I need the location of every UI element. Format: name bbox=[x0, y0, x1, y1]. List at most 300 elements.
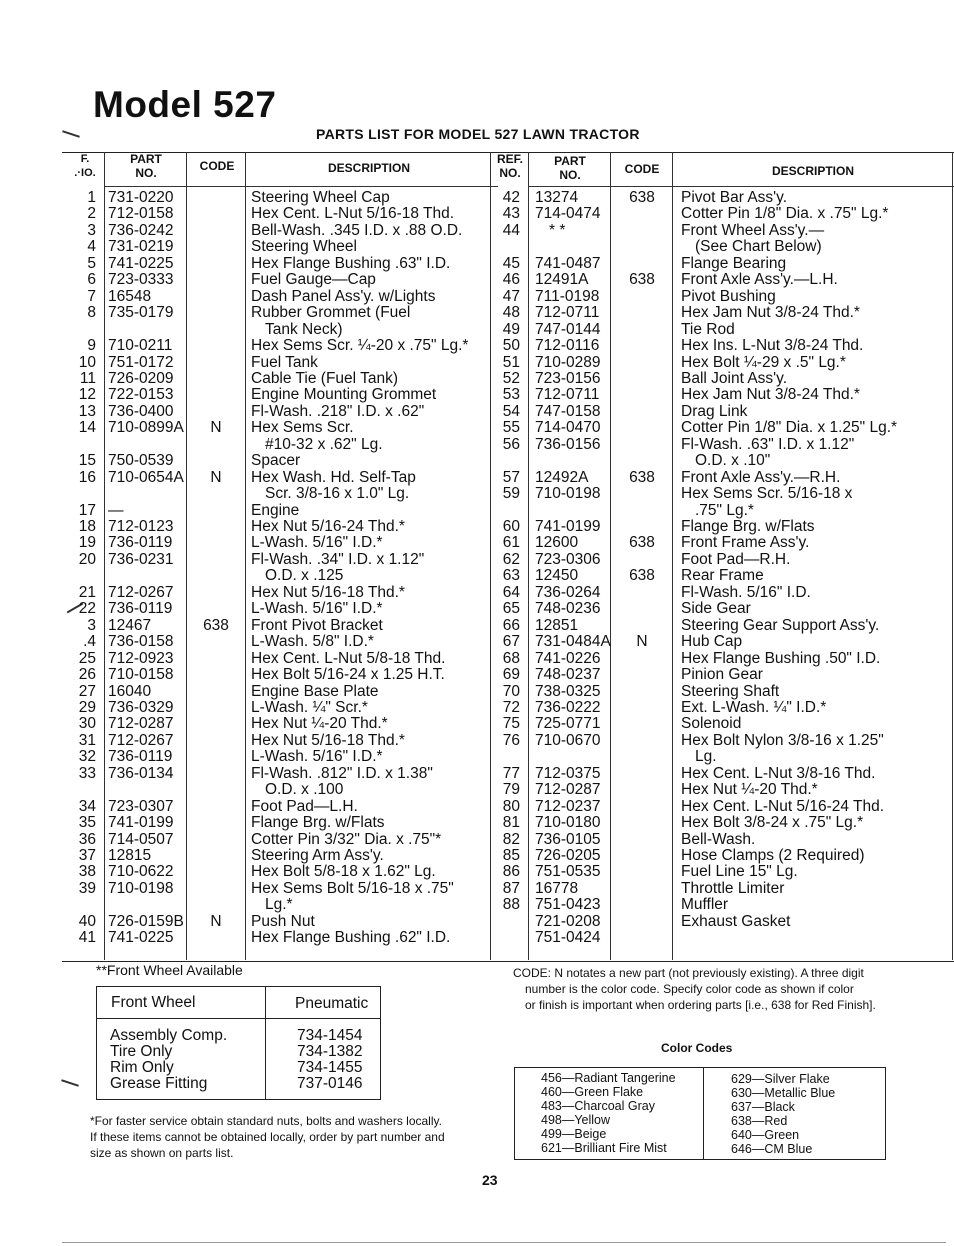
row-description: Hex Cent. L-Nut 5/16-24 Thd. bbox=[681, 797, 885, 815]
header-divider bbox=[104, 186, 248, 187]
header-description: DESCRIPTION bbox=[327, 161, 410, 175]
row-part-no: 735-0179 bbox=[108, 304, 174, 322]
row-description: L-Wash. 5/16" I.D.* bbox=[251, 600, 383, 618]
row-description: Side Gear bbox=[681, 600, 751, 618]
row-ref-no: 88 bbox=[502, 896, 520, 914]
column-divider bbox=[610, 152, 611, 960]
row-ref-no: 39 bbox=[78, 879, 96, 897]
row-part-no: 710-0180 bbox=[535, 814, 601, 832]
row-ref-no: 5 bbox=[87, 254, 96, 272]
row-description: Engine bbox=[251, 501, 300, 519]
row-ref-no: 32 bbox=[78, 748, 96, 766]
row-part-no: 714-0474 bbox=[535, 205, 601, 223]
row-part-no: 751-0423 bbox=[535, 896, 601, 914]
row-part-no: 712-0711 bbox=[535, 304, 600, 322]
row-ref-no: 2 bbox=[87, 205, 96, 223]
row-part-no: 721-0208 bbox=[535, 912, 601, 930]
row-ref-no: 72 bbox=[502, 698, 520, 716]
row-description: Hex Wash. Hd. Self-Tap bbox=[251, 468, 416, 486]
row-ref-no: 65 bbox=[502, 600, 520, 618]
front-wheel-col2-header: Pneumatic bbox=[295, 995, 369, 1012]
row-description: Hex Flange Bushing .50" I.D. bbox=[681, 649, 881, 667]
header-code: CODE bbox=[199, 159, 235, 173]
front-wheel-divider bbox=[96, 1018, 381, 1019]
row-description: Front Axle Ass'y.—R.H. bbox=[681, 468, 841, 486]
row-ref-no: 36 bbox=[78, 830, 96, 848]
row-part-no: 723-0306 bbox=[535, 550, 601, 568]
front-wheel-part: 737-0146 bbox=[297, 1075, 363, 1092]
row-description: Hex Nut 5/16-18 Thd.* bbox=[251, 731, 405, 749]
row-ref-no: 50 bbox=[502, 337, 520, 355]
row-part-no: 738-0325 bbox=[535, 682, 601, 700]
row-part-no: 736-0158 bbox=[108, 633, 174, 651]
row-ref-no: 29 bbox=[78, 698, 96, 716]
column-divider bbox=[672, 152, 673, 960]
row-description: Scr. 3/8-16 x 1.0" Lg. bbox=[265, 485, 410, 503]
header-ref-no: F. .·IO. bbox=[74, 153, 96, 179]
row-part-no: 710-0158 bbox=[108, 666, 174, 684]
row-part-no: 710-0289 bbox=[535, 353, 601, 371]
row-description: Hex Sems Scr. 5/16-18 x bbox=[681, 485, 853, 503]
row-part-no: 712-0287 bbox=[108, 715, 174, 733]
row-description: Lg.* bbox=[265, 896, 293, 914]
service-note-line: *For faster service obtain standard nuts, bolts and washers locally. bbox=[90, 1114, 442, 1128]
header-divider bbox=[248, 186, 498, 187]
row-ref-no: 77 bbox=[502, 764, 520, 782]
row-description: Pinion Gear bbox=[681, 666, 763, 684]
row-description: Push Nut bbox=[251, 912, 315, 930]
row-ref-no: 61 bbox=[502, 534, 520, 552]
row-description: Hex Flange Bushing .62" I.D. bbox=[251, 929, 451, 947]
row-part-no: 723-0307 bbox=[108, 797, 174, 815]
row-description: Foot Pad—L.H. bbox=[251, 797, 358, 815]
front-wheel-col1-header: Front Wheel bbox=[111, 994, 196, 1011]
row-part-no: 736-0134 bbox=[108, 764, 174, 782]
row-part-no: 12467 bbox=[108, 616, 152, 634]
row-part-no: 747-0158 bbox=[535, 402, 601, 420]
row-description: Steering Wheel bbox=[251, 238, 357, 256]
row-description: Hex Bolt ¼-29 x .5" Lg.* bbox=[681, 353, 846, 371]
code-note-line: or finish is important when ordering parts [i.e., 638 for Red Finish]. bbox=[525, 998, 876, 1012]
row-description: Engine Base Plate bbox=[251, 682, 379, 700]
row-description: Hex Bolt 5/8-18 x 1.62" Lg. bbox=[251, 863, 436, 881]
row-part-no: 722-0153 bbox=[108, 386, 174, 404]
row-part-no: 711-0198 bbox=[535, 287, 600, 305]
column-divider bbox=[186, 152, 187, 960]
row-ref-no: 38 bbox=[78, 863, 96, 881]
row-part-no: 726-0159B bbox=[108, 912, 184, 930]
row-description: Fl-Wash. 5/16" I.D. bbox=[681, 583, 811, 601]
row-part-no: 726-0205 bbox=[535, 847, 601, 864]
front-wheel-part: 734-1382 bbox=[297, 1043, 363, 1060]
row-part-no: 736-0119 bbox=[108, 534, 173, 552]
column-divider bbox=[245, 152, 246, 960]
row-ref-no: 22 bbox=[78, 600, 96, 618]
color-code-item: 498—Yellow bbox=[541, 1113, 611, 1127]
row-part-no: 710-0198 bbox=[535, 485, 601, 503]
row-part-no: 748-0236 bbox=[535, 600, 601, 618]
row-ref-no: 52 bbox=[502, 369, 520, 387]
row-part-no: 710-0622 bbox=[108, 863, 174, 881]
front-wheel-item: Rim Only bbox=[110, 1059, 174, 1076]
row-description: Pivot Bar Ass'y. bbox=[681, 189, 788, 206]
row-description: Cotter Pin 1/8" Dia. x .75" Lg.* bbox=[681, 205, 889, 223]
row-description: Muffler bbox=[681, 896, 729, 914]
row-part-no: 12600 bbox=[535, 534, 579, 552]
row-ref-no: 12 bbox=[78, 386, 96, 404]
row-description: .75" Lg.* bbox=[695, 501, 754, 519]
row-ref-no: 4 bbox=[87, 238, 96, 256]
row-part-no: 736-0400 bbox=[108, 402, 174, 420]
row-ref-no: 3 bbox=[87, 221, 96, 239]
row-description: Hex Bolt 3/8-24 x .75" Lg.* bbox=[681, 814, 864, 832]
row-part-no: 731-0484A bbox=[535, 633, 611, 651]
row-ref-no: 25 bbox=[78, 649, 96, 667]
parts-list-subtitle: PARTS LIST FOR MODEL 527 LAWN TRACTOR bbox=[316, 126, 640, 142]
row-part-no: 736-0264 bbox=[535, 583, 601, 601]
row-description: Spacer bbox=[251, 452, 301, 470]
row-ref-no: 69 bbox=[502, 666, 520, 684]
row-description: (See Chart Below) bbox=[695, 238, 822, 256]
front-wheel-item: Grease Fitting bbox=[110, 1075, 208, 1092]
row-description: Hex Jam Nut 3/8-24 Thd.* bbox=[681, 304, 860, 322]
row-ref-no: 40 bbox=[78, 912, 96, 930]
row-description: Cable Tie (Fuel Tank) bbox=[251, 369, 399, 387]
row-code: N bbox=[210, 419, 222, 437]
header-code-right: CODE bbox=[624, 162, 660, 176]
row-description: Fl-Wash. .63" I.D. x 1.12" bbox=[681, 435, 855, 453]
row-description: Rubber Grommet (Fuel bbox=[251, 304, 411, 322]
header-part-no: PART NO. bbox=[130, 152, 162, 180]
row-ref-no: 35 bbox=[78, 814, 96, 832]
row-ref-no: 47 bbox=[502, 287, 520, 305]
row-description: Bell-Wash. bbox=[681, 830, 756, 848]
header-divider bbox=[528, 186, 672, 187]
row-ref-no: 68 bbox=[502, 649, 520, 667]
row-code: 638 bbox=[203, 616, 229, 634]
row-description: Cotter Pin 1/8" Dia. x 1.25" Lg.* bbox=[681, 419, 898, 437]
row-description: Fuel Line 15" Lg. bbox=[681, 863, 798, 881]
row-code: 638 bbox=[629, 567, 655, 585]
color-code-item: 621—Brilliant Fire Mist bbox=[541, 1141, 667, 1155]
row-description: Hex Cent. L-Nut 5/16-18 Thd. bbox=[251, 205, 455, 223]
row-ref-no: 16 bbox=[78, 468, 96, 486]
row-ref-no: 18 bbox=[78, 518, 96, 535]
row-part-no: 736-0156 bbox=[535, 435, 601, 453]
color-code-item: 456—Radiant Tangerine bbox=[541, 1071, 676, 1085]
row-description: Tie Rod bbox=[681, 320, 735, 338]
row-description: Front Frame Ass'y. bbox=[681, 534, 810, 552]
row-ref-no: 21 bbox=[78, 583, 96, 601]
row-part-no: 12450 bbox=[535, 567, 579, 585]
row-ref-no: 82 bbox=[502, 830, 520, 848]
row-part-no: 736-0222 bbox=[535, 698, 601, 716]
row-part-no: 712-0287 bbox=[535, 781, 601, 799]
row-ref-no: 49 bbox=[502, 320, 520, 338]
row-ref-no: 17 bbox=[78, 501, 96, 519]
row-description: O.D. x .125 bbox=[265, 567, 344, 585]
row-description: Ball Joint Ass'y. bbox=[681, 369, 788, 387]
row-ref-no: 27 bbox=[78, 682, 96, 700]
row-part-no: 741-0199 bbox=[108, 814, 174, 832]
row-description: Bell-Wash. .345 I.D. x .88 O.D. bbox=[251, 221, 463, 239]
row-part-no: 736-0105 bbox=[535, 830, 601, 848]
row-description: Hex Flange Bushing .63" I.D. bbox=[251, 254, 451, 272]
row-ref-no: 87 bbox=[502, 879, 520, 897]
row-part-no: 712-0375 bbox=[535, 764, 601, 782]
row-description: O.D. x .100 bbox=[265, 781, 344, 799]
front-wheel-divider bbox=[265, 986, 266, 1100]
row-part-no: 741-0199 bbox=[535, 518, 601, 535]
row-ref-no: 67 bbox=[502, 633, 520, 651]
row-ref-no: 11 bbox=[79, 369, 96, 387]
row-part-no: 750-0539 bbox=[108, 452, 174, 470]
row-description: Drag Link bbox=[681, 402, 748, 420]
row-part-no: * * bbox=[549, 221, 566, 239]
row-part-no: 710-0654A bbox=[108, 468, 184, 486]
row-ref-no: 9 bbox=[87, 337, 96, 355]
row-description: Lg. bbox=[695, 748, 717, 766]
row-ref-no: 31 bbox=[78, 731, 96, 749]
row-ref-no: 14 bbox=[78, 419, 96, 437]
row-ref-no: 44 bbox=[502, 221, 520, 239]
row-ref-no: 37 bbox=[78, 847, 96, 864]
row-description: Foot Pad—R.H. bbox=[681, 550, 791, 568]
row-ref-no: 57 bbox=[502, 468, 520, 486]
color-code-item: 646—CM Blue bbox=[731, 1142, 813, 1156]
column-divider bbox=[952, 152, 953, 960]
row-description: Hex Cent. L-Nut 3/8-16 Thd. bbox=[681, 764, 876, 782]
code-note-line: number is the color code. Specify color code as shown if color bbox=[525, 982, 854, 996]
row-ref-no: 75 bbox=[502, 715, 520, 733]
row-ref-no: 26 bbox=[78, 666, 96, 684]
row-ref-no: 42 bbox=[502, 189, 520, 206]
row-ref-no: 66 bbox=[502, 616, 520, 634]
row-code: N bbox=[636, 633, 648, 651]
row-description: Hex Nut 5/16-24 Thd.* bbox=[251, 518, 405, 535]
row-part-no: 712-0123 bbox=[108, 518, 174, 535]
code-note-line: CODE: N notates a new part (not previously existing). A three digit bbox=[513, 966, 864, 980]
row-ref-no: 46 bbox=[502, 271, 520, 289]
row-description: Hex Sems Bolt 5/16-18 x .75" bbox=[251, 879, 454, 897]
row-description: Dash Panel Ass'y. w/Lights bbox=[251, 287, 436, 305]
row-ref-no: 60 bbox=[502, 518, 520, 535]
service-note-line: If these items cannot be obtained locally, order by part number and bbox=[90, 1130, 445, 1144]
row-part-no: 710-0670 bbox=[535, 731, 601, 749]
row-part-no: 710-0198 bbox=[108, 879, 174, 897]
color-code-item: 640—Green bbox=[731, 1128, 800, 1142]
row-part-no: — bbox=[108, 501, 124, 519]
row-part-no: 741-0225 bbox=[108, 929, 174, 947]
color-code-item: 630—Metallic Blue bbox=[731, 1086, 836, 1100]
row-ref-no: 85 bbox=[502, 847, 520, 864]
row-description: Cotter Pin 3/32" Dia. x .75"* bbox=[251, 830, 442, 848]
front-wheel-part: 734-1454 bbox=[297, 1027, 363, 1044]
row-description: Front Axle Ass'y.—L.H. bbox=[681, 271, 838, 289]
front-wheel-note: **Front Wheel Available bbox=[96, 962, 243, 978]
row-part-no: 751-0535 bbox=[535, 863, 601, 881]
front-wheel-item: Tire Only bbox=[110, 1043, 173, 1060]
row-part-no: 736-0119 bbox=[108, 600, 173, 618]
row-part-no: 16040 bbox=[108, 682, 152, 700]
row-description: Hex Ins. L-Nut 3/8-24 Thd. bbox=[681, 337, 864, 355]
row-ref-no: 43 bbox=[502, 205, 520, 223]
row-ref-no: 70 bbox=[502, 682, 520, 700]
row-description: Fl-Wash. .218" I.D. x .62" bbox=[251, 402, 425, 420]
row-part-no: 741-0487 bbox=[535, 254, 601, 272]
color-code-item: 499—Beige bbox=[541, 1127, 607, 1141]
color-code-item: 460—Green Flake bbox=[541, 1085, 644, 1099]
row-description: Fuel Tank bbox=[251, 353, 318, 371]
row-part-no: 736-0242 bbox=[108, 221, 174, 239]
row-part-no: 12851 bbox=[535, 616, 579, 634]
row-part-no: 714-0470 bbox=[535, 419, 601, 437]
row-ref-no: 1 bbox=[87, 189, 96, 206]
row-description: L-Wash. ¼" Scr.* bbox=[251, 698, 368, 716]
row-part-no: 751-0424 bbox=[535, 929, 601, 947]
row-ref-no: 56 bbox=[502, 435, 520, 453]
color-codes-title: Color Codes bbox=[661, 1041, 733, 1055]
row-part-no: 12492A bbox=[535, 468, 589, 486]
row-part-no: 710-0899A bbox=[108, 419, 184, 437]
row-description: Hub Cap bbox=[681, 633, 743, 651]
row-ref-no: 48 bbox=[502, 304, 520, 322]
row-part-no: 731-0219 bbox=[108, 238, 174, 256]
row-part-no: 751-0172 bbox=[108, 353, 174, 371]
row-description: Ext. L-Wash. ¼" I.D.* bbox=[681, 698, 827, 716]
row-ref-no: 45 bbox=[502, 254, 520, 272]
row-description: Rear Frame bbox=[681, 567, 764, 585]
row-description: Hex Jam Nut 3/8-24 Thd.* bbox=[681, 386, 860, 404]
row-ref-no: 7 bbox=[87, 287, 96, 305]
row-code: 638 bbox=[629, 189, 655, 206]
row-part-no: 712-0923 bbox=[108, 649, 174, 667]
row-description: Hex Nut 5/16-18 Thd.* bbox=[251, 583, 405, 601]
service-note-line: size as shown on parts list. bbox=[90, 1146, 234, 1160]
front-wheel-part: 734-1455 bbox=[297, 1059, 363, 1076]
row-part-no: 712-0237 bbox=[535, 797, 601, 815]
column-divider bbox=[528, 152, 529, 960]
row-part-no: 726-0209 bbox=[108, 369, 174, 387]
row-part-no: 712-0267 bbox=[108, 731, 174, 749]
color-code-item: 483—Charcoal Gray bbox=[541, 1099, 655, 1113]
row-ref-no: 30 bbox=[78, 715, 96, 733]
row-description: Hex Nut ¼-20 Thd.* bbox=[681, 781, 818, 799]
row-part-no: 16548 bbox=[108, 287, 152, 305]
row-ref-no: 55 bbox=[502, 419, 520, 437]
row-code: 638 bbox=[629, 468, 655, 486]
row-ref-no: 20 bbox=[78, 550, 96, 568]
row-part-no: 712-0158 bbox=[108, 205, 174, 223]
row-part-no: 16778 bbox=[535, 879, 579, 897]
row-description: Tank Neck) bbox=[265, 320, 343, 338]
color-codes-divider bbox=[703, 1067, 704, 1160]
row-description: Fl-Wash. .34" I.D. x 1.12" bbox=[251, 550, 425, 568]
row-description: Hex Nut ¼-20 Thd.* bbox=[251, 715, 388, 733]
row-ref-no: 81 bbox=[502, 814, 520, 832]
row-ref-no: 63 bbox=[502, 567, 520, 585]
row-description: Fuel Gauge—Cap bbox=[251, 271, 376, 289]
row-part-no: 725-0771 bbox=[535, 715, 601, 733]
row-description: L-Wash. 5/16" I.D.* bbox=[251, 534, 383, 552]
color-code-item: 638—Red bbox=[731, 1114, 788, 1128]
row-code: 638 bbox=[629, 271, 655, 289]
row-code: N bbox=[210, 912, 222, 930]
header-part-no-right: PART NO. bbox=[554, 154, 586, 182]
column-divider bbox=[104, 152, 105, 960]
row-description: Hex Sems Scr. ¼-20 x .75" Lg.* bbox=[251, 337, 469, 355]
row-description: L-Wash. 5/8" I.D.* bbox=[251, 633, 374, 651]
row-ref-no: 41 bbox=[78, 929, 96, 947]
row-part-no: 712-0116 bbox=[535, 337, 600, 355]
row-description: Flange Brg. w/Flats bbox=[251, 814, 385, 832]
row-description: Exhaust Gasket bbox=[681, 912, 791, 930]
scan-mark bbox=[61, 1079, 79, 1086]
row-description: Front Wheel Ass'y.— bbox=[681, 221, 825, 239]
row-description: Hex Bolt Nylon 3/8-16 x 1.25" bbox=[681, 731, 884, 749]
row-ref-no: 33 bbox=[78, 764, 96, 782]
row-description: Throttle Limiter bbox=[681, 879, 785, 897]
row-part-no: 747-0144 bbox=[535, 320, 601, 338]
row-part-no: 736-0231 bbox=[108, 550, 174, 568]
row-description: Front Pivot Bracket bbox=[251, 616, 383, 634]
row-ref-no: 80 bbox=[502, 797, 520, 815]
row-description: Pivot Bushing bbox=[681, 287, 776, 305]
row-ref-no: 13 bbox=[78, 402, 96, 420]
row-part-no: 13274 bbox=[535, 189, 579, 206]
row-ref-no: 59 bbox=[502, 485, 520, 503]
scan-mark bbox=[62, 130, 80, 137]
header-ref-no-right: REF. NO. bbox=[496, 152, 523, 180]
row-ref-no: 19 bbox=[78, 534, 96, 552]
row-part-no: 723-0156 bbox=[535, 369, 601, 387]
row-ref-no: 51 bbox=[502, 353, 520, 371]
row-code: 638 bbox=[629, 534, 655, 552]
bottom-rule bbox=[62, 1242, 946, 1243]
row-description: Steering Arm Ass'y. bbox=[251, 847, 384, 864]
row-ref-no: 8 bbox=[87, 304, 96, 322]
row-code: N bbox=[210, 468, 222, 486]
row-part-no: 736-0119 bbox=[108, 748, 173, 766]
row-ref-no: 15 bbox=[78, 452, 96, 470]
row-part-no: 710-0211 bbox=[108, 337, 173, 355]
row-ref-no: 34 bbox=[78, 797, 96, 815]
row-ref-no: 64 bbox=[502, 583, 520, 601]
row-ref-no: 10 bbox=[78, 353, 96, 371]
header-divider bbox=[672, 186, 954, 187]
row-ref-no: 54 bbox=[502, 402, 520, 420]
row-description: Flange Brg. w/Flats bbox=[681, 518, 815, 535]
row-part-no: 712-0267 bbox=[108, 583, 174, 601]
front-wheel-item: Assembly Comp. bbox=[110, 1027, 228, 1044]
row-part-no: 731-0220 bbox=[108, 189, 174, 206]
row-part-no: 748-0237 bbox=[535, 666, 601, 684]
row-ref-no: .4 bbox=[83, 633, 96, 651]
row-description: Solenoid bbox=[681, 715, 742, 733]
row-description: Flange Bearing bbox=[681, 254, 787, 272]
row-description: Hex Cent. L-Nut 5/8-18 Thd. bbox=[251, 649, 446, 667]
row-part-no: 712-0711 bbox=[535, 386, 600, 404]
color-code-item: 629—Silver Flake bbox=[731, 1072, 830, 1086]
row-part-no: 741-0226 bbox=[535, 649, 601, 667]
row-description: Hose Clamps (2 Required) bbox=[681, 847, 865, 864]
row-ref-no: 76 bbox=[502, 731, 520, 749]
row-ref-no: 62 bbox=[502, 550, 520, 568]
row-description: Hex Bolt 5/16-24 x 1.25 H.T. bbox=[251, 666, 445, 684]
row-ref-no: 3 bbox=[87, 616, 96, 634]
row-description: Fl-Wash. .812" I.D. x 1.38" bbox=[251, 764, 433, 782]
row-description: Engine Mounting Grommet bbox=[251, 386, 437, 404]
